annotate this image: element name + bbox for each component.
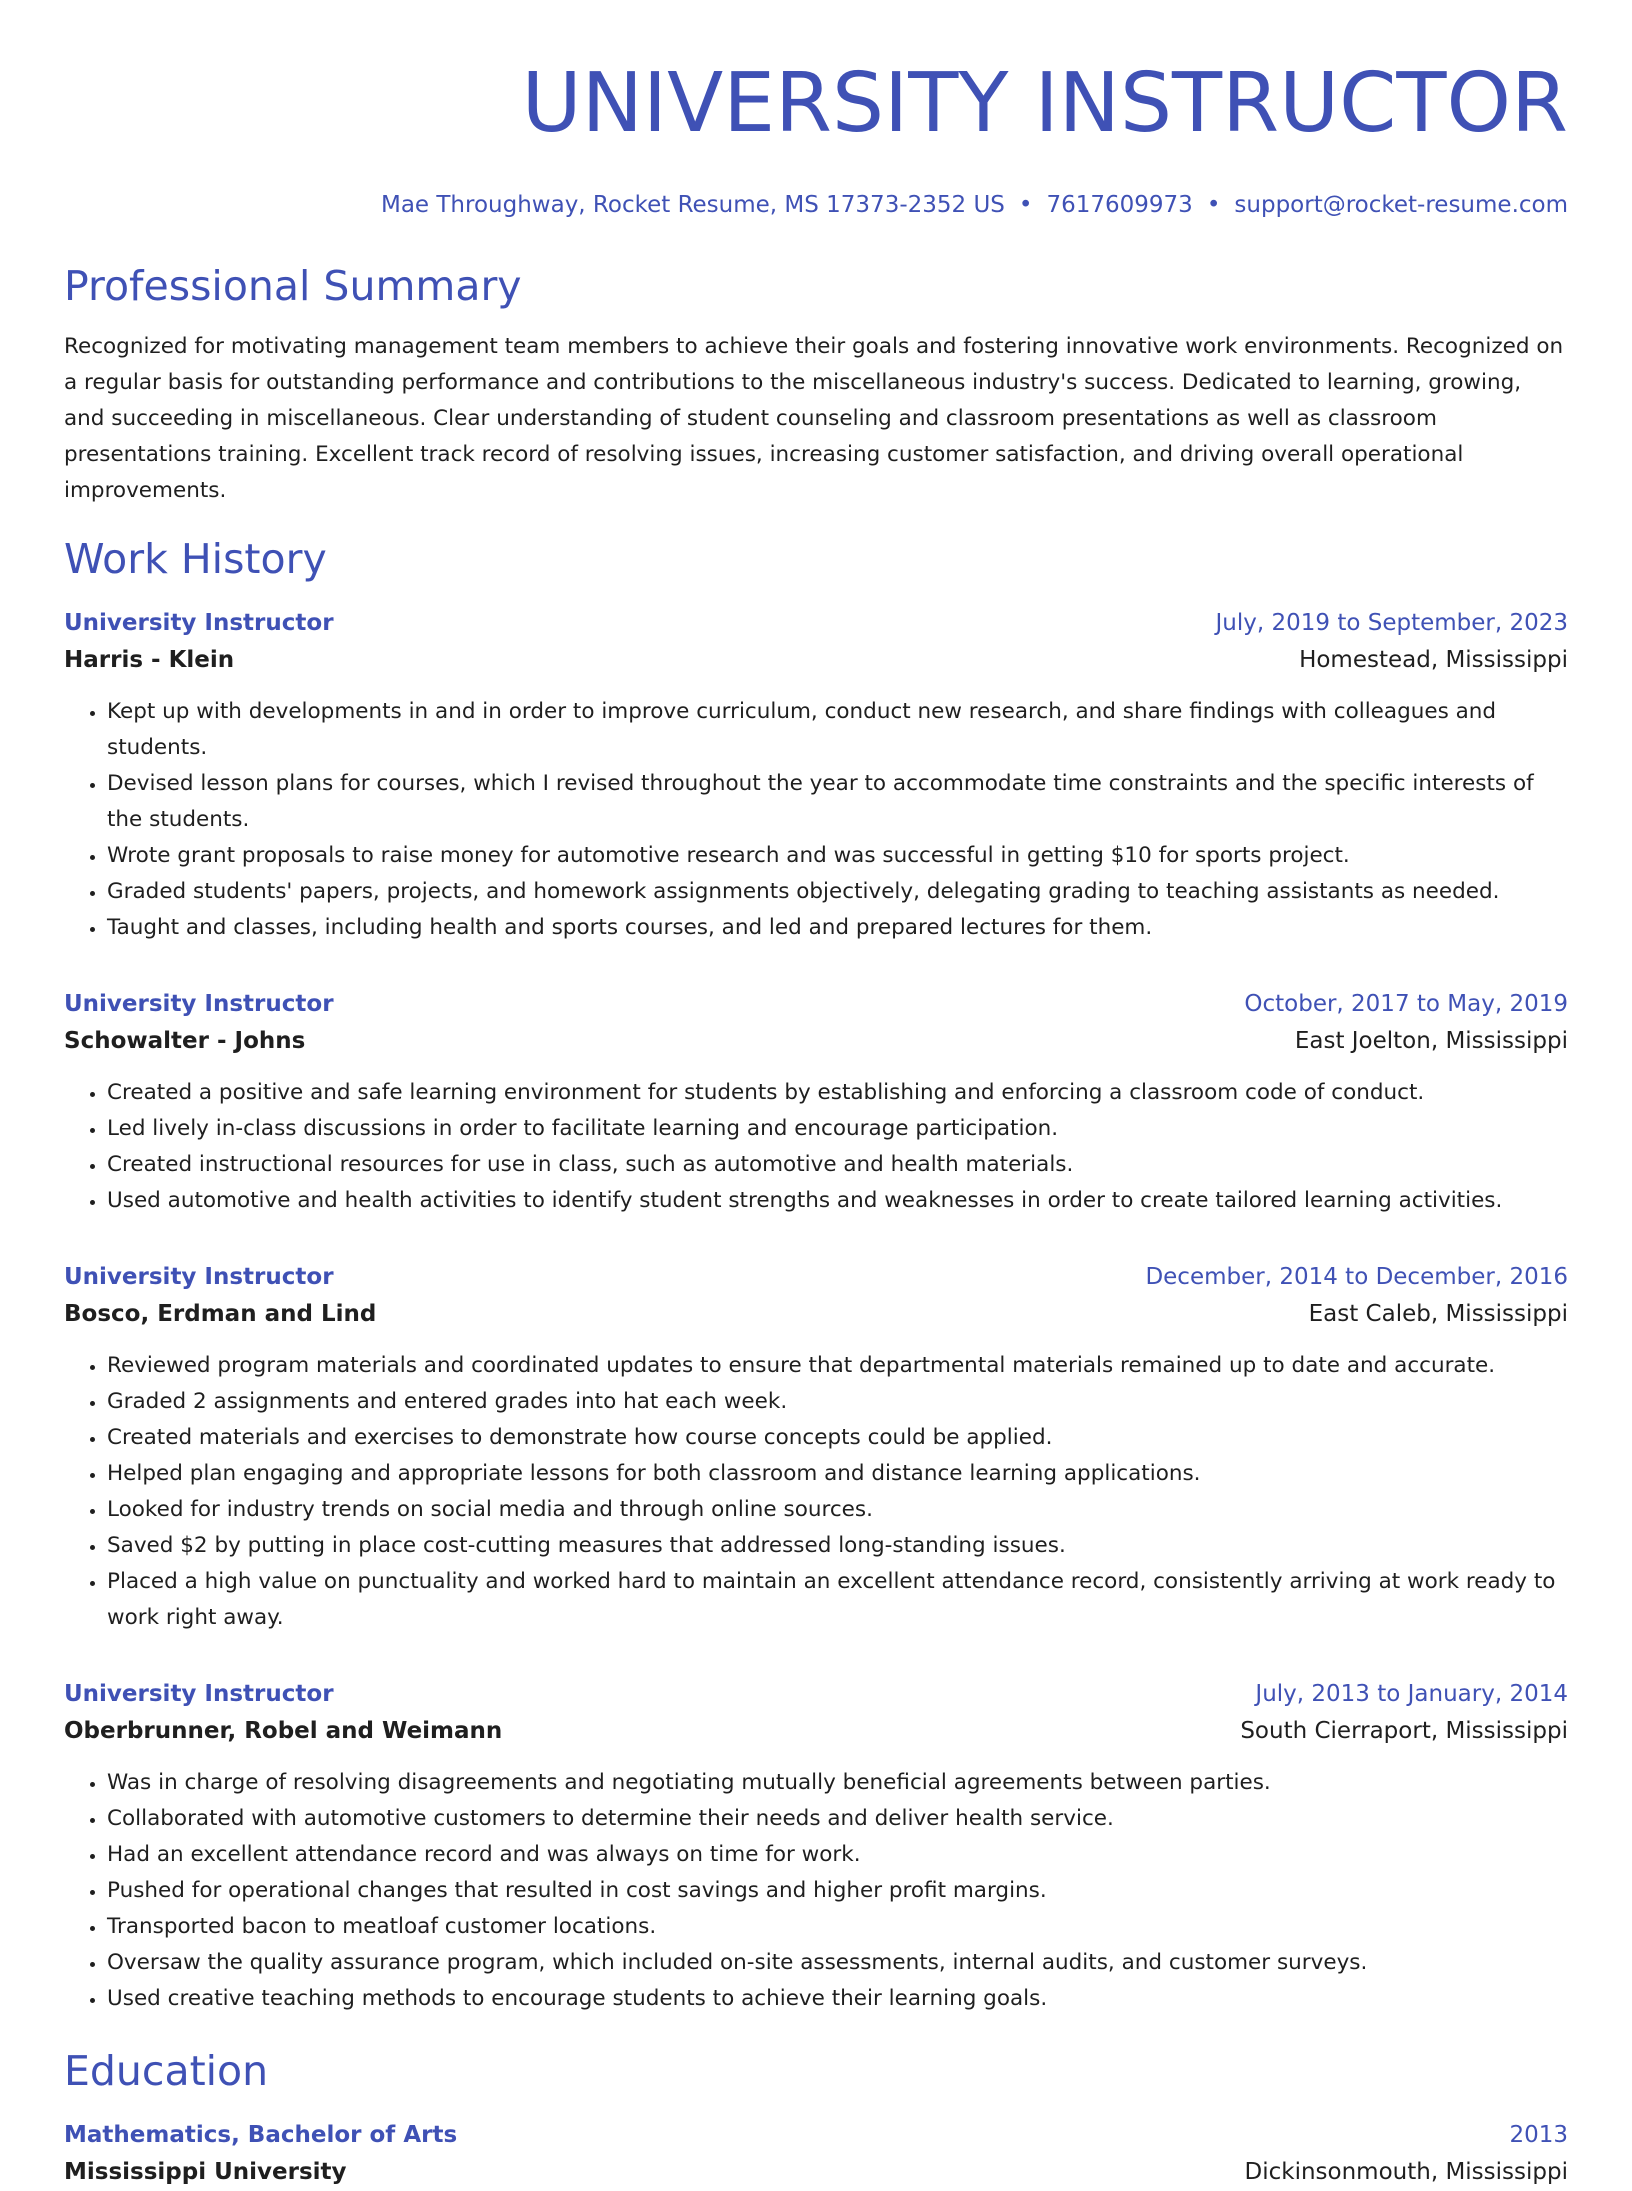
job-company: Bosco, Erdman and Lind — [64, 1301, 377, 1327]
contact-email: support@rocket-resume.com — [1234, 192, 1568, 218]
summary-text: Recognized for motivating management team members to achieve their goals and fostering innovative work environments. Recognized on a regular basis for outstanding performance and contributions to the miscellaneous industry's success. Dedicated to learning, growing, and succeeding in miscellaneous. Clear understanding of student counseling and classroom presentations as well as classroom presentations training. Excellent track record of resolving issues, increasing customer satisfaction, and driving overall operational improvements. — [64, 334, 1564, 503]
job-title: University Instructor — [64, 1264, 334, 1290]
job-bullets — [64, 694, 1568, 946]
contact-line — [64, 190, 1568, 220]
job-bullet: • Was in charge of resolving disagreements and negotiating mutually beneficial agreements between parties. — [107, 1765, 1568, 1801]
education-year: 2013 — [1509, 2122, 1568, 2148]
job-location: East Joelton, Mississippi — [1294, 1028, 1568, 1054]
job-bullet: • Taught and classes, including health and sports courses, and led and prepared lectures for them. — [107, 910, 1568, 946]
job-bullet: • Kept up with developments in and in order to improve curriculum, conduct new research, and share findings with colleagues and students. — [107, 694, 1568, 766]
job-bullet: • Created instructional resources for use in class, such as automotive and health materials. — [107, 1147, 1568, 1183]
education-heading: Education — [64, 2047, 269, 2095]
education-entry — [64, 2117, 1568, 2191]
job-bullet: • Devised lesson plans for courses, which I revised throughout the year to accommodate time constraints and the specific interests of the students. — [107, 766, 1568, 838]
job-company: Schowalter - Johns — [64, 1028, 306, 1054]
job-dates: October, 2017 to May, 2019 — [1244, 991, 1568, 1017]
job-dates: July, 2019 to September, 2023 — [1215, 610, 1568, 636]
job-company: Harris - Klein — [64, 647, 235, 673]
job-dates: December, 2014 to December, 2016 — [1145, 1264, 1568, 1290]
education-school: Mississippi University — [64, 2159, 347, 2185]
job-title: University Instructor — [64, 991, 334, 1017]
job-entry — [64, 1676, 1568, 2017]
job-bullet: • Collaborated with automotive customers to determine their needs and deliver health service. — [107, 1801, 1568, 1837]
job-bullet: • Transported bacon to meatloaf customer locations. — [107, 1909, 1568, 1945]
summary-heading: Professional Summary — [64, 262, 522, 310]
job-bullet: • Reviewed program materials and coordinated updates to ensure that departmental materials remained up to date and accurate. — [107, 1348, 1568, 1384]
education-location: Dickinsonmouth, Mississippi — [1244, 2159, 1568, 2185]
job-title: University Instructor — [64, 610, 334, 636]
job-bullet: • Saved $2 by putting in place cost-cutting measures that addressed long-standing issues. — [107, 1528, 1568, 1564]
job-bullet: • Wrote grant proposals to raise money for automotive research and was successful in getting $10 for sports project. — [107, 838, 1568, 874]
contact-phone: 7617609973 — [1046, 192, 1193, 218]
job-entry — [64, 1259, 1568, 1636]
job-bullet: • Looked for industry trends on social media and through online sources. — [107, 1492, 1568, 1528]
job-bullet: • Oversaw the quality assurance program, which included on-site assessments, internal audits, and customer surveys. — [107, 1945, 1568, 1981]
job-bullet: • Led lively in-class discussions in order to facilitate learning and encourage participation. — [107, 1111, 1568, 1147]
job-bullet: • Used creative teaching methods to encourage students to achieve their learning goals. — [107, 1981, 1568, 2017]
resume-title: UNIVERSITY INSTRUCTOR — [521, 56, 1568, 151]
contact-separator: • — [1206, 192, 1221, 218]
job-title: University Instructor — [64, 1681, 334, 1707]
job-bullet: • Created a positive and safe learning environment for students by establishing and enforcing a classroom code of conduct. — [107, 1075, 1568, 1111]
job-company: Oberbrunner, Robel and Weimann — [64, 1718, 503, 1744]
job-entry — [64, 605, 1568, 946]
job-bullet: • Graded 2 assignments and entered grades into hat each week. — [107, 1384, 1568, 1420]
contact-separator: • — [1018, 192, 1033, 218]
job-location: South Cierraport, Mississippi — [1240, 1718, 1568, 1744]
job-bullets — [64, 1075, 1568, 1219]
job-bullet: • Helped plan engaging and appropriate lessons for both classroom and distance learning applications. — [107, 1456, 1568, 1492]
job-entry — [64, 986, 1568, 1219]
resume-page — [64, 0, 1568, 2191]
job-bullets — [64, 1348, 1568, 1636]
job-bullet: • Created materials and exercises to demonstrate how course concepts could be applied. — [107, 1420, 1568, 1456]
job-bullet: • Placed a high value on punctuality and worked hard to maintain an excellent attendance record, consistently arriving at work ready to work right away. — [107, 1564, 1568, 1636]
job-dates: July, 2013 to January, 2014 — [1255, 1681, 1568, 1707]
job-location: East Caleb, Mississippi — [1308, 1301, 1568, 1327]
education-degree: Mathematics, Bachelor of Arts — [64, 2122, 458, 2148]
job-bullets — [64, 1765, 1568, 2017]
job-bullet: • Pushed for operational changes that resulted in cost savings and higher profit margins. — [107, 1873, 1568, 1909]
work-history-heading: Work History — [64, 535, 327, 583]
contact-address: Mae Throughway, Rocket Resume, MS 17373-2352 US — [380, 192, 1005, 218]
job-bullet: • Had an excellent attendance record and was always on time for work. — [107, 1837, 1568, 1873]
job-bullet: • Graded students' papers, projects, and homework assignments objectively, delegating grading to teaching assistants as needed. — [107, 874, 1568, 910]
job-location: Homestead, Mississippi — [1299, 647, 1568, 673]
job-bullet: • Used automotive and health activities to identify student strengths and weaknesses in order to create tailored learning activities. — [107, 1183, 1568, 1219]
